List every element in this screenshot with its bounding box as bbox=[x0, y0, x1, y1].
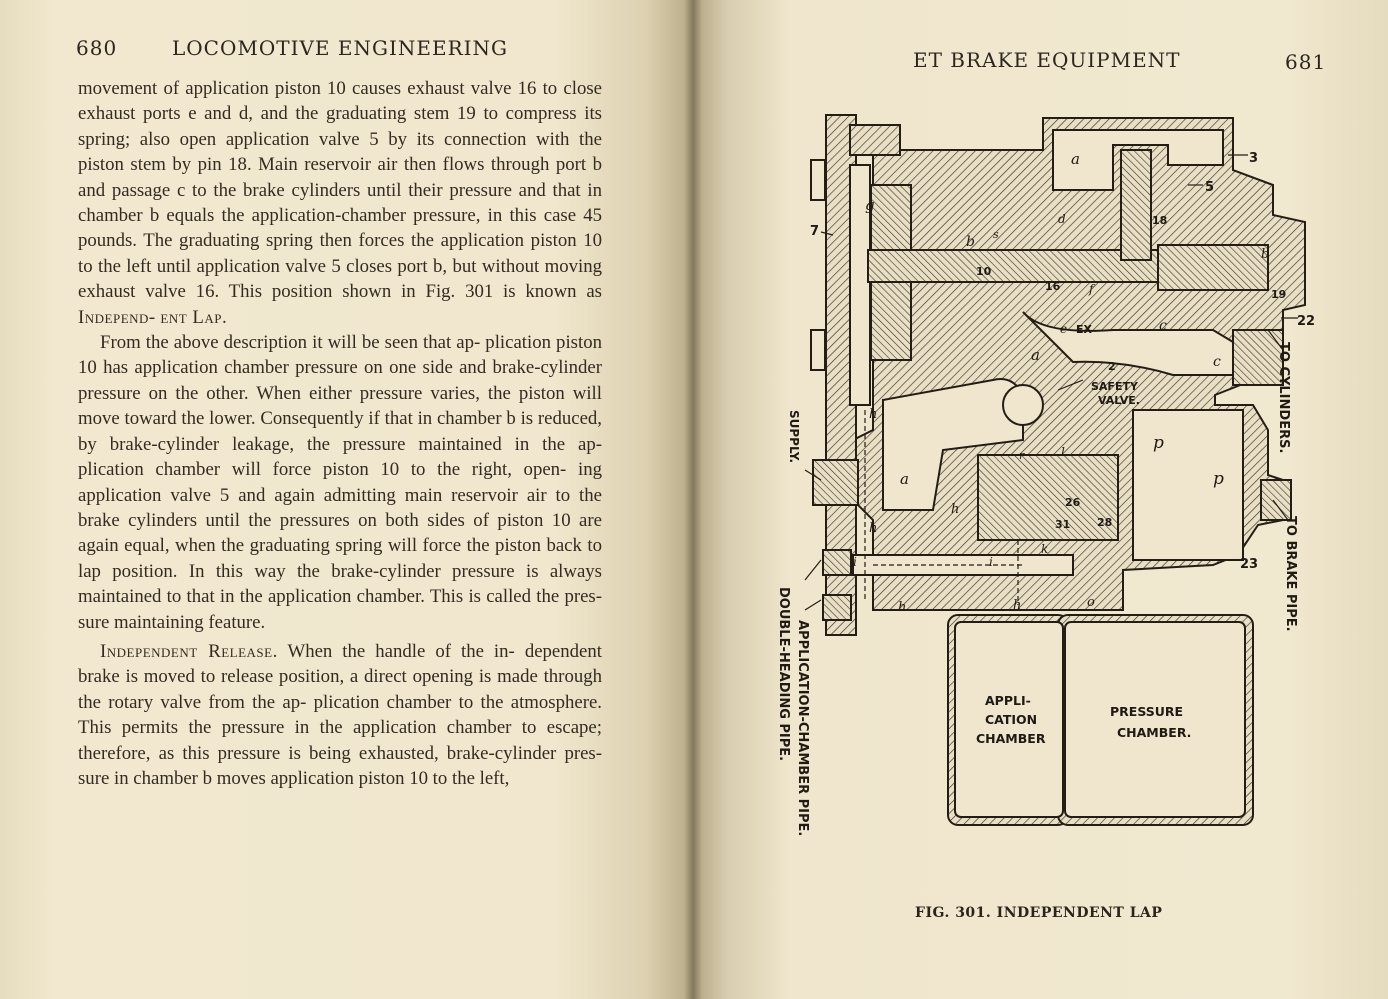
right-running-title: ET BRAKE EQUIPMENT bbox=[913, 48, 1181, 72]
valve-cross-section-diagram bbox=[693, 0, 1388, 999]
application-chamber-label: APPLI- bbox=[985, 693, 1031, 708]
part-number: 3 bbox=[1249, 151, 1259, 166]
port-letter: p bbox=[1153, 433, 1164, 453]
text-line: one side and brake-cylinder pressure on the other. When bbox=[78, 357, 603, 404]
safety-valve-label: SAFETY bbox=[1091, 380, 1138, 393]
brake-pipe-fitting bbox=[1261, 480, 1291, 520]
port-letter: d bbox=[1058, 212, 1066, 226]
text-line: pressure in the application chamber to escape; therefore, bbox=[78, 717, 602, 764]
port-letter: e bbox=[1060, 322, 1068, 336]
text-line: When the handle of the in- bbox=[277, 640, 515, 662]
figure-caption: FIG. 301. INDEPENDENT LAP bbox=[915, 905, 1163, 921]
text-line: plication chamber to the atmosphere. This permits the bbox=[78, 691, 603, 739]
text-line: chamber b equals the application-chamber pressure, in bbox=[78, 205, 503, 227]
pressure-chamber-inner bbox=[1065, 622, 1245, 817]
port-letter: h bbox=[869, 407, 878, 422]
port-letter: f bbox=[1089, 282, 1094, 296]
text-line: brake-cylinder leakage, the pressure maintained in the ap- bbox=[109, 433, 602, 455]
part-number: 7 bbox=[810, 224, 820, 239]
text-line: sure in chamber b moves application piston 10 to the left, bbox=[78, 767, 510, 789]
text-line: plication piston 10 has application chamber pressure on bbox=[78, 332, 602, 379]
port-letter: h bbox=[898, 600, 907, 615]
port-letter: b bbox=[966, 234, 975, 250]
text-line: as this pressure is being exhausted, brake-cylinder pres- bbox=[158, 742, 602, 764]
part-number: 19 bbox=[1271, 288, 1287, 301]
supply-label: SUPPLY. bbox=[787, 410, 801, 464]
port-letter: r bbox=[1019, 449, 1025, 462]
part-number: 5 bbox=[1205, 180, 1215, 195]
text-line: dependent brake is moved to release position, a direct bbox=[78, 640, 602, 688]
lower-fitting-1 bbox=[823, 550, 851, 575]
supply-fitting bbox=[813, 460, 858, 505]
text-line: sides of piston 10 are again equal, when the graduating bbox=[78, 509, 602, 557]
port-letter: i bbox=[989, 555, 993, 569]
port-letter: g bbox=[865, 196, 875, 214]
port-letter: o bbox=[1087, 595, 1095, 610]
part-number: 2 bbox=[1108, 360, 1116, 373]
text-line: stem 19 to compress its spring; also open application bbox=[78, 103, 602, 150]
cover-cap bbox=[850, 125, 900, 155]
port-letter: h bbox=[951, 502, 960, 517]
bolt-lower bbox=[811, 330, 825, 370]
section-name: Independ- bbox=[78, 306, 156, 328]
port-letter: h bbox=[1013, 598, 1022, 613]
port-letter: p bbox=[1213, 469, 1224, 489]
to-cylinders-label: TO CYLINDERS. bbox=[1276, 342, 1291, 454]
text-line: sure maintaining feature. bbox=[78, 611, 266, 633]
port-letter: a bbox=[900, 470, 909, 488]
port-letter: i bbox=[853, 555, 857, 569]
safety-valve-opening bbox=[1003, 385, 1043, 425]
application-chamber-label: CATION bbox=[985, 712, 1038, 727]
part-number: 23 bbox=[1240, 557, 1259, 572]
text-line: plication chamber will force piston 10 to the right, open- bbox=[78, 459, 567, 481]
text-line: movement of application piston 10 causes exhaust valve bbox=[78, 78, 512, 99]
application-chamber-pipe-label: APPLICATION-CHAMBER PIPE. bbox=[795, 620, 810, 837]
text-line: this case 45 pounds. The graduating spring then forces bbox=[78, 205, 603, 252]
text-line: the application piston 10 to the left until application valve bbox=[78, 230, 602, 277]
text-line: . bbox=[221, 306, 227, 328]
text-line: ing application valve 5 and again admitting main reservoir bbox=[78, 459, 602, 506]
book-gutter bbox=[684, 0, 702, 999]
part-number: 26 bbox=[1065, 496, 1081, 509]
application-valve-5 bbox=[1121, 150, 1151, 260]
port-letter: h bbox=[869, 521, 878, 536]
text-line: air to the brake cylinders until the pressures on both bbox=[78, 484, 602, 531]
text-line: 5 closes port b, but without moving exhaust valve 16. bbox=[78, 255, 602, 303]
section-name: ent Lap bbox=[160, 306, 222, 328]
application-chamber-label: CHAMBER bbox=[976, 731, 1046, 746]
text-line: 16 to close exhaust ports e and d, and the graduating bbox=[78, 78, 602, 125]
text-line: valve 5 by its connection with the piston stem by pin 18. bbox=[78, 128, 602, 176]
part-number: 16 bbox=[1045, 280, 1061, 293]
part-number: 31 bbox=[1055, 518, 1071, 531]
body-text bbox=[78, 76, 602, 791]
text-line: either pressure varies, the piston will move toward the bbox=[78, 382, 602, 430]
left-page bbox=[0, 0, 693, 999]
port-letter: b bbox=[1261, 247, 1270, 262]
cylinder-fitting bbox=[1233, 330, 1283, 385]
part-number: 22 bbox=[1297, 314, 1316, 329]
text-line: This position shown in Fig. 301 is known as bbox=[228, 281, 602, 303]
pressure-chamber-label: CHAMBER. bbox=[1117, 725, 1192, 740]
text-line: opening is made through the rotary valve from the ap- bbox=[78, 666, 603, 713]
graduating-stem-19 bbox=[1158, 245, 1268, 290]
text-line: spring will force the piston back to lap position. In this bbox=[78, 535, 602, 582]
port-letter: k bbox=[1041, 542, 1049, 556]
lower-fitting-2 bbox=[823, 595, 851, 620]
paragraph-2 bbox=[78, 330, 602, 635]
port-letter: a bbox=[1031, 346, 1040, 364]
port-letter: c bbox=[1213, 354, 1221, 370]
diaphragm-chamber-p bbox=[1133, 410, 1243, 560]
paragraph-1 bbox=[78, 76, 602, 330]
text-line: lower. Consequently if that in chamber b is reduced, by bbox=[78, 408, 602, 455]
port-letter: a bbox=[1071, 150, 1080, 168]
right-page bbox=[693, 0, 1388, 999]
part-number: 18 bbox=[1152, 214, 1168, 227]
bolt-upper bbox=[811, 160, 825, 200]
safety-valve-label: VALVE. bbox=[1098, 394, 1140, 407]
text-line: way the brake-cylinder pressure is always maintained to bbox=[78, 560, 602, 608]
port-letter: c bbox=[1159, 318, 1167, 334]
section-heading: Independent Release. bbox=[100, 640, 278, 662]
port-letter: l bbox=[1061, 445, 1065, 459]
left-page-number: 680 bbox=[76, 36, 118, 60]
left-running-title: LOCOMOTIVE ENGINEERING bbox=[172, 36, 509, 60]
part-number: 28 bbox=[1097, 516, 1113, 529]
paragraph-3 bbox=[78, 639, 602, 791]
text-line: that in the application chamber. This is called the pres- bbox=[186, 586, 602, 608]
port-letter: s bbox=[993, 228, 999, 241]
part-number: 10 bbox=[976, 265, 992, 278]
double-heading-pipe-label: DOUBLE-HEADING PIPE. bbox=[776, 587, 791, 762]
right-page-number: 681 bbox=[1285, 50, 1327, 74]
text-line: Main reservoir air then flows through port b and passage bbox=[78, 154, 602, 201]
text-line: From the above description it will be seen that ap- bbox=[100, 332, 481, 354]
to-brake-pipe-label: TO BRAKE PIPE. bbox=[1283, 516, 1298, 632]
part-number: EX bbox=[1076, 323, 1092, 336]
pressure-chamber-label: PRESSURE bbox=[1110, 704, 1184, 719]
text-line: c to the brake cylinders until their pressure and that in bbox=[176, 179, 602, 201]
piston-rod bbox=[868, 250, 1158, 282]
